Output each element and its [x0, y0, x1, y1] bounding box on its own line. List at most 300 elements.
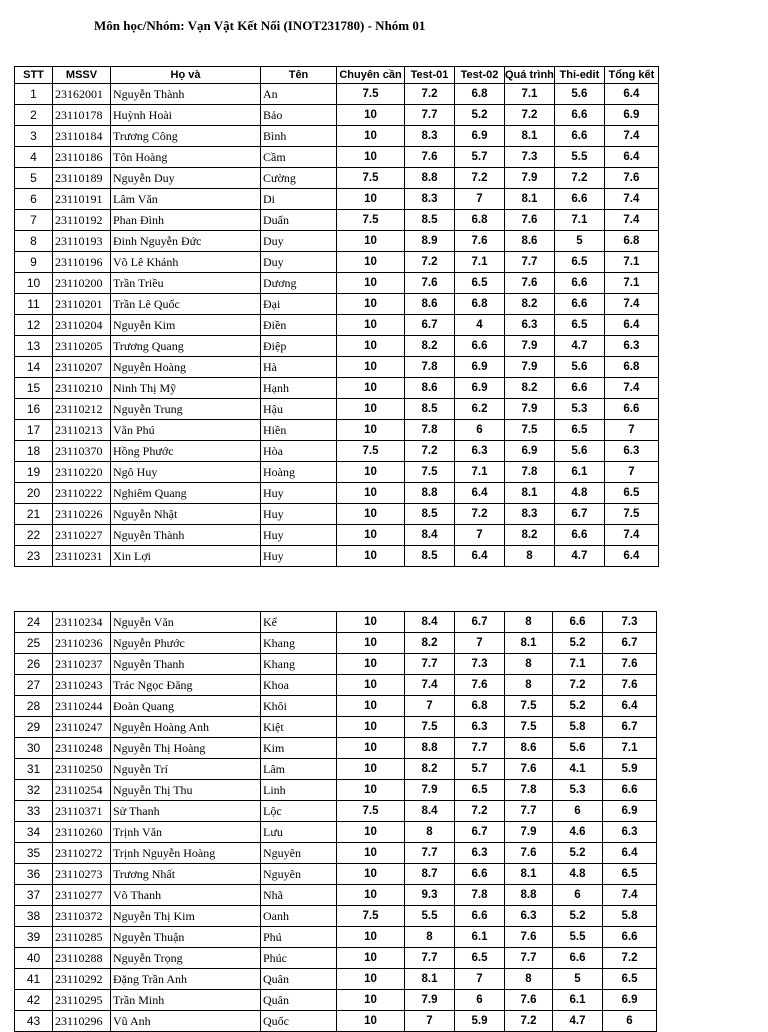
test-02-cell: 7.1	[455, 252, 505, 273]
ho-va-cell: Ninh Thị Mỹ	[111, 378, 261, 399]
qua-trinh-cell: 7.8	[505, 780, 553, 801]
table-row	[15, 315, 659, 336]
stt-cell: 32	[15, 780, 53, 801]
ho-va-cell: Văn Phú	[111, 420, 261, 441]
test-01-cell: 8.4	[405, 612, 455, 633]
test-02-cell: 6.1	[455, 927, 505, 948]
stt-cell: 34	[15, 822, 53, 843]
chuyen-can-cell: 10	[337, 504, 405, 525]
thi-edit-cell: 6.6	[554, 126, 604, 147]
chuyen-can-cell: 10	[337, 990, 405, 1011]
test-02-cell: 7.1	[455, 462, 505, 483]
table-row	[15, 483, 659, 504]
test-01-cell: 7.6	[405, 147, 455, 168]
table-row	[15, 780, 657, 801]
ho-va-cell: Trương Nhất	[111, 864, 261, 885]
thi-edit-cell: 5.5	[553, 927, 603, 948]
test-02-cell: 6.9	[455, 378, 505, 399]
chuyen-can-cell: 10	[337, 189, 405, 210]
tong-ket-cell: 7.6	[603, 675, 657, 696]
tong-ket-cell: 7.1	[604, 273, 658, 294]
ho-va-cell: Phan Đình	[111, 210, 261, 231]
ten-cell: Quân	[261, 990, 337, 1011]
ho-va-cell: Trần Triều	[111, 273, 261, 294]
table-row	[15, 654, 657, 675]
test-02-cell: 6.3	[455, 441, 505, 462]
test-02-cell: 6.8	[455, 84, 505, 105]
qua-trinh-cell: 7.1	[505, 84, 555, 105]
test-02-cell: 7.8	[455, 885, 505, 906]
chuyen-can-cell: 10	[337, 378, 405, 399]
stt-cell: 11	[15, 294, 53, 315]
thi-edit-cell: 4.8	[553, 864, 603, 885]
chuyen-can-cell: 10	[337, 780, 405, 801]
qua-trinh-cell: 7.7	[505, 801, 553, 822]
chuyen-can-cell: 10	[337, 462, 405, 483]
tong-ket-cell: 7.5	[604, 504, 658, 525]
test-01-cell: 8.1	[405, 969, 455, 990]
mssv-cell: 23110210	[53, 378, 111, 399]
chuyen-can-cell: 7.5	[337, 441, 405, 462]
ten-cell: Quân	[261, 969, 337, 990]
test-02-cell: 7.2	[455, 504, 505, 525]
test-02-cell: 5.7	[455, 147, 505, 168]
table-row	[15, 696, 657, 717]
thi-edit-cell: 5.3	[554, 399, 604, 420]
ten-cell: Lưu	[261, 822, 337, 843]
ten-cell: Hoàng	[261, 462, 337, 483]
ho-va-cell: Nguyễn Nhật	[111, 504, 261, 525]
header-stt: STT	[15, 67, 53, 84]
ho-va-cell: Xin Lợi	[111, 546, 261, 567]
table-row	[15, 969, 657, 990]
thi-edit-cell: 6.6	[554, 105, 604, 126]
tong-ket-cell: 7.6	[603, 654, 657, 675]
mssv-cell: 23110227	[53, 525, 111, 546]
chuyen-can-cell: 10	[337, 738, 405, 759]
test-01-cell: 7.7	[405, 654, 455, 675]
test-01-cell: 7.2	[405, 252, 455, 273]
mssv-cell: 23110184	[53, 126, 111, 147]
test-01-cell: 8.5	[405, 399, 455, 420]
mssv-cell: 23110226	[53, 504, 111, 525]
mssv-cell: 23110248	[53, 738, 111, 759]
test-01-cell: 7.6	[405, 273, 455, 294]
chuyen-can-cell: 10	[337, 612, 405, 633]
tong-ket-cell: 6.5	[603, 969, 657, 990]
test-01-cell: 7.2	[405, 441, 455, 462]
mssv-cell: 23110191	[53, 189, 111, 210]
table-row	[15, 738, 657, 759]
table-row	[15, 294, 659, 315]
tong-ket-cell: 6.5	[603, 864, 657, 885]
stt-cell: 30	[15, 738, 53, 759]
header-chuyen-can: Chuyên cần	[337, 67, 405, 84]
test-02-cell: 6.3	[455, 843, 505, 864]
chuyen-can-cell: 10	[337, 633, 405, 654]
tong-ket-cell: 7.6	[604, 168, 658, 189]
table-row	[15, 357, 659, 378]
chuyen-can-cell: 10	[337, 546, 405, 567]
table-row	[15, 675, 657, 696]
test-01-cell: 8.2	[405, 336, 455, 357]
stt-cell: 43	[15, 1011, 53, 1032]
test-02-cell: 6.8	[455, 294, 505, 315]
tong-ket-cell: 6.3	[603, 822, 657, 843]
chuyen-can-cell: 7.5	[337, 801, 405, 822]
table-row	[15, 525, 659, 546]
tong-ket-cell: 6.7	[603, 717, 657, 738]
thi-edit-cell: 5.6	[554, 84, 604, 105]
ten-cell: Phú	[261, 927, 337, 948]
test-02-cell: 7	[455, 969, 505, 990]
qua-trinh-cell: 8.6	[505, 738, 553, 759]
qua-trinh-cell: 7.9	[505, 168, 555, 189]
tong-ket-cell: 6.8	[604, 357, 658, 378]
tong-ket-cell: 7.4	[604, 294, 658, 315]
chuyen-can-cell: 10	[337, 336, 405, 357]
ten-cell: Huy	[261, 546, 337, 567]
mssv-cell: 23110296	[53, 1011, 111, 1032]
ten-cell: Nhã	[261, 885, 337, 906]
tong-ket-cell: 6.4	[604, 147, 658, 168]
stt-cell: 22	[15, 525, 53, 546]
ho-va-cell: Nghiêm Quang	[111, 483, 261, 504]
test-01-cell: 8.3	[405, 189, 455, 210]
qua-trinh-cell: 8.6	[505, 231, 555, 252]
ho-va-cell: Lâm Văn	[111, 189, 261, 210]
tong-ket-cell: 7	[604, 420, 658, 441]
test-02-cell: 6	[455, 990, 505, 1011]
thi-edit-cell: 5.8	[553, 717, 603, 738]
stt-cell: 33	[15, 801, 53, 822]
test-01-cell: 7.9	[405, 990, 455, 1011]
stt-cell: 7	[15, 210, 53, 231]
table-row	[15, 759, 657, 780]
test-01-cell: 8.4	[405, 801, 455, 822]
mssv-cell: 23110201	[53, 294, 111, 315]
qua-trinh-cell: 7.8	[505, 462, 555, 483]
test-02-cell: 6.8	[455, 696, 505, 717]
test-01-cell: 8.7	[405, 864, 455, 885]
mssv-cell: 23110273	[53, 864, 111, 885]
test-02-cell: 6.8	[455, 210, 505, 231]
qua-trinh-cell: 7.7	[505, 948, 553, 969]
qua-trinh-cell: 7.2	[505, 1011, 553, 1032]
stt-cell: 28	[15, 696, 53, 717]
ten-cell: Oanh	[261, 906, 337, 927]
thi-edit-cell: 6.5	[554, 252, 604, 273]
table-row	[15, 864, 657, 885]
mssv-cell: 23110277	[53, 885, 111, 906]
qua-trinh-cell: 7.2	[505, 105, 555, 126]
thi-edit-cell: 6.6	[554, 525, 604, 546]
thi-edit-cell: 6.6	[553, 612, 603, 633]
qua-trinh-cell: 7.5	[505, 717, 553, 738]
ho-va-cell: Trịnh Văn	[111, 822, 261, 843]
mssv-cell: 23110372	[53, 906, 111, 927]
mssv-cell: 23162001	[53, 84, 111, 105]
mssv-cell: 23110244	[53, 696, 111, 717]
tong-ket-cell: 6.3	[604, 336, 658, 357]
thi-edit-cell: 7.2	[553, 675, 603, 696]
ten-cell: Di	[261, 189, 337, 210]
qua-trinh-cell: 6.3	[505, 906, 553, 927]
tong-ket-cell: 6.4	[604, 546, 658, 567]
table-row	[15, 633, 657, 654]
mssv-cell: 23110292	[53, 969, 111, 990]
tong-ket-cell: 6.4	[604, 84, 658, 105]
tong-ket-cell: 6.5	[604, 483, 658, 504]
chuyen-can-cell: 10	[337, 927, 405, 948]
stt-cell: 15	[15, 378, 53, 399]
stt-cell: 10	[15, 273, 53, 294]
mssv-cell: 23110231	[53, 546, 111, 567]
table-row	[15, 189, 659, 210]
mssv-cell: 23110250	[53, 759, 111, 780]
stt-cell: 13	[15, 336, 53, 357]
test-01-cell: 7.7	[405, 948, 455, 969]
stt-cell: 16	[15, 399, 53, 420]
thi-edit-cell: 7.1	[554, 210, 604, 231]
chuyen-can-cell: 10	[337, 885, 405, 906]
table-row	[15, 273, 659, 294]
table-row	[15, 399, 659, 420]
ten-cell: Điệp	[261, 336, 337, 357]
qua-trinh-cell: 8	[505, 546, 555, 567]
table-row	[15, 1011, 657, 1032]
qua-trinh-cell: 8.1	[505, 864, 553, 885]
test-01-cell: 8.6	[405, 294, 455, 315]
tong-ket-cell: 7.2	[603, 948, 657, 969]
test-02-cell: 7.2	[455, 801, 505, 822]
thi-edit-cell: 6.6	[554, 189, 604, 210]
ho-va-cell: Đặng Trần Anh	[111, 969, 261, 990]
test-01-cell: 8	[405, 822, 455, 843]
table-row	[15, 147, 659, 168]
chuyen-can-cell: 10	[337, 273, 405, 294]
chuyen-can-cell: 7.5	[337, 84, 405, 105]
test-01-cell: 8.2	[405, 633, 455, 654]
tong-ket-cell: 6.4	[603, 696, 657, 717]
ho-va-cell: Võ Thanh	[111, 885, 261, 906]
table-row	[15, 927, 657, 948]
ho-va-cell: Nguyễn Thị Kim	[111, 906, 261, 927]
chuyen-can-cell: 7.5	[337, 168, 405, 189]
thi-edit-cell: 6.6	[554, 378, 604, 399]
qua-trinh-cell: 7.5	[505, 420, 555, 441]
test-02-cell: 6.5	[455, 780, 505, 801]
test-02-cell: 5.9	[455, 1011, 505, 1032]
thi-edit-cell: 6	[553, 885, 603, 906]
thi-edit-cell: 6	[553, 801, 603, 822]
chuyen-can-cell: 10	[337, 822, 405, 843]
stt-cell: 39	[15, 927, 53, 948]
qua-trinh-cell: 7.9	[505, 399, 555, 420]
qua-trinh-cell: 8	[505, 969, 553, 990]
header-qua-trinh: Quá trình	[505, 67, 555, 84]
test-02-cell: 6.2	[455, 399, 505, 420]
table-row	[15, 252, 659, 273]
mssv-cell: 23110193	[53, 231, 111, 252]
ten-cell: Duy	[261, 231, 337, 252]
ho-va-cell: Nguyễn Trung	[111, 399, 261, 420]
test-02-cell: 7.2	[455, 168, 505, 189]
table-row	[15, 126, 659, 147]
mssv-cell: 23110371	[53, 801, 111, 822]
chuyen-can-cell: 10	[337, 675, 405, 696]
stt-cell: 35	[15, 843, 53, 864]
qua-trinh-cell: 8.8	[505, 885, 553, 906]
test-01-cell: 8.9	[405, 231, 455, 252]
ten-cell: Điền	[261, 315, 337, 336]
table-row	[15, 948, 657, 969]
test-01-cell: 8.4	[405, 525, 455, 546]
ten-cell: Kiệt	[261, 717, 337, 738]
table-row	[15, 462, 659, 483]
qua-trinh-cell: 7.9	[505, 822, 553, 843]
stt-cell: 25	[15, 633, 53, 654]
tong-ket-cell: 6	[603, 1011, 657, 1032]
ten-cell: Cầm	[261, 147, 337, 168]
test-01-cell: 8.5	[405, 210, 455, 231]
stt-cell: 36	[15, 864, 53, 885]
table-row	[15, 105, 659, 126]
stt-cell: 29	[15, 717, 53, 738]
ten-cell: Hà	[261, 357, 337, 378]
test-02-cell: 7	[455, 633, 505, 654]
thi-edit-cell: 5.2	[553, 906, 603, 927]
stt-cell: 37	[15, 885, 53, 906]
thi-edit-cell: 6.6	[554, 294, 604, 315]
qua-trinh-cell: 8	[505, 612, 553, 633]
ten-cell: Huy	[261, 525, 337, 546]
ho-va-cell: Trần Minh	[111, 990, 261, 1011]
mssv-cell: 23110247	[53, 717, 111, 738]
chuyen-can-cell: 10	[337, 252, 405, 273]
qua-trinh-cell: 8.1	[505, 126, 555, 147]
test-01-cell: 8.2	[405, 759, 455, 780]
header-tong-ket: Tổng kết	[604, 67, 658, 84]
qua-trinh-cell: 7.9	[505, 336, 555, 357]
mssv-cell: 23110370	[53, 441, 111, 462]
stt-cell: 17	[15, 420, 53, 441]
test-02-cell: 6	[455, 420, 505, 441]
ten-cell: An	[261, 84, 337, 105]
ten-cell: Khoa	[261, 675, 337, 696]
mssv-cell: 23110288	[53, 948, 111, 969]
stt-cell: 42	[15, 990, 53, 1011]
table-row	[15, 168, 659, 189]
test-02-cell: 7	[455, 525, 505, 546]
table-row	[15, 612, 657, 633]
test-02-cell: 6.7	[455, 822, 505, 843]
tong-ket-cell: 6.6	[603, 927, 657, 948]
ten-cell: Duy	[261, 252, 337, 273]
table-row	[15, 441, 659, 462]
ho-va-cell: Nguyễn Thành	[111, 525, 261, 546]
thi-edit-cell: 4.7	[554, 336, 604, 357]
mssv-cell: 23110237	[53, 654, 111, 675]
test-02-cell: 6.6	[455, 864, 505, 885]
thi-edit-cell: 4.7	[553, 1011, 603, 1032]
mssv-cell: 23110254	[53, 780, 111, 801]
thi-edit-cell: 6.6	[553, 948, 603, 969]
ho-va-cell: Nguyễn Văn	[111, 612, 261, 633]
qua-trinh-cell: 7.3	[505, 147, 555, 168]
tong-ket-cell: 7.3	[603, 612, 657, 633]
mssv-cell: 23110200	[53, 273, 111, 294]
ho-va-cell: Nguyễn Trí	[111, 759, 261, 780]
test-01-cell: 7.8	[405, 420, 455, 441]
mssv-cell: 23110222	[53, 483, 111, 504]
test-02-cell: 6.3	[455, 717, 505, 738]
thi-edit-cell: 5	[553, 969, 603, 990]
test-02-cell: 6.6	[455, 906, 505, 927]
stt-cell: 4	[15, 147, 53, 168]
tong-ket-cell: 5.9	[603, 759, 657, 780]
test-01-cell: 7.2	[405, 84, 455, 105]
test-01-cell: 7	[405, 1011, 455, 1032]
tong-ket-cell: 7.1	[603, 738, 657, 759]
chuyen-can-cell: 10	[337, 654, 405, 675]
ho-va-cell: Trần Lê Quốc	[111, 294, 261, 315]
ten-cell: Hiền	[261, 420, 337, 441]
tong-ket-cell: 7.4	[603, 885, 657, 906]
tong-ket-cell: 6.9	[604, 105, 658, 126]
table-row	[15, 231, 659, 252]
thi-edit-cell: 5.2	[553, 843, 603, 864]
tong-ket-cell: 5.8	[603, 906, 657, 927]
test-01-cell: 8.8	[405, 483, 455, 504]
mssv-cell: 23110243	[53, 675, 111, 696]
test-01-cell: 7.7	[405, 105, 455, 126]
mssv-cell: 23110212	[53, 399, 111, 420]
table-row	[15, 885, 657, 906]
test-01-cell: 6.7	[405, 315, 455, 336]
thi-edit-cell: 6.5	[554, 315, 604, 336]
stt-cell: 27	[15, 675, 53, 696]
test-01-cell: 8.3	[405, 126, 455, 147]
chuyen-can-cell: 10	[337, 948, 405, 969]
table-row	[15, 420, 659, 441]
ho-va-cell: Huỳnh Hoài	[111, 105, 261, 126]
tong-ket-cell: 6.9	[603, 990, 657, 1011]
ten-cell: Lâm	[261, 759, 337, 780]
tong-ket-cell: 7.4	[604, 126, 658, 147]
test-01-cell: 7.4	[405, 675, 455, 696]
table-row	[15, 546, 659, 567]
qua-trinh-cell: 7.5	[505, 696, 553, 717]
ho-va-cell: Nguyễn Phước	[111, 633, 261, 654]
ho-va-cell: Nguyễn Thị Hoàng	[111, 738, 261, 759]
ten-cell: Bình	[261, 126, 337, 147]
thi-edit-cell: 7.2	[554, 168, 604, 189]
header-mssv: MSSV	[53, 67, 111, 84]
thi-edit-cell: 4.1	[553, 759, 603, 780]
table-row	[15, 906, 657, 927]
ho-va-cell: Nguyễn Duy	[111, 168, 261, 189]
ho-va-cell: Tôn Hoàng	[111, 147, 261, 168]
table-row	[15, 84, 659, 105]
test-02-cell: 4	[455, 315, 505, 336]
stt-cell: 14	[15, 357, 53, 378]
chuyen-can-cell: 10	[337, 399, 405, 420]
tong-ket-cell: 6.6	[604, 399, 658, 420]
ho-va-cell: Hồng Phước	[111, 441, 261, 462]
chuyen-can-cell: 10	[337, 717, 405, 738]
test-02-cell: 7.3	[455, 654, 505, 675]
